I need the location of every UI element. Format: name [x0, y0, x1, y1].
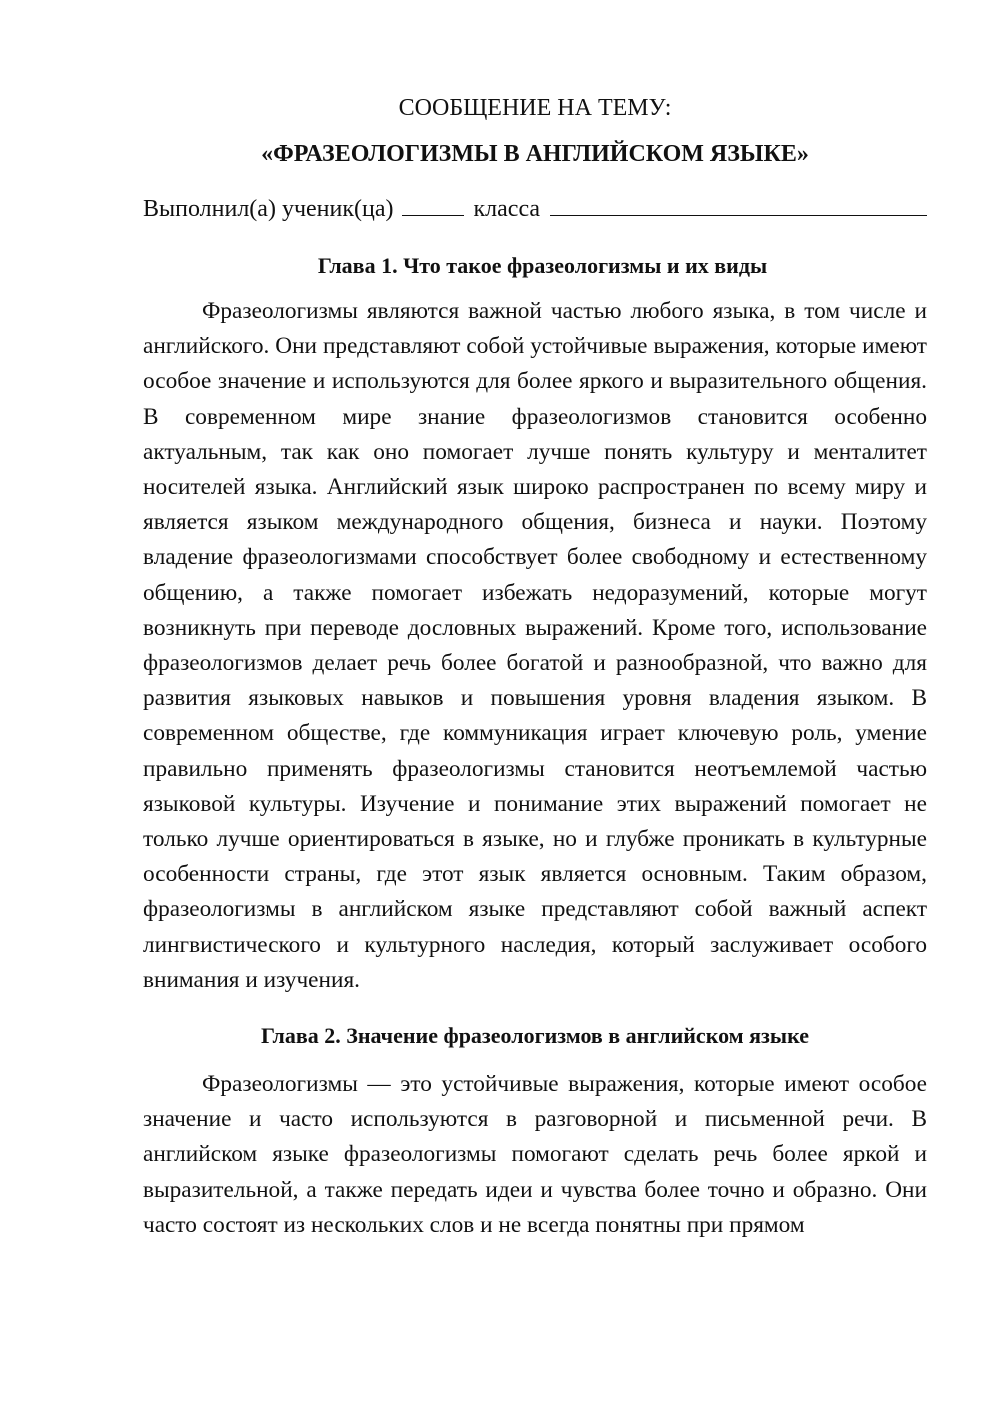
chapter-2-paragraph: Фразеологизмы — это устойчивые выражения, которые имеют особое значение и часто используются в разговорной и письменной речи. В английском языке фразеологизмы помогают сделать речь более яркой и выразительной, а также передать идеи и чувства более точно и образно. Они часто состоят из нескольких слов и не всегда понятны при прямом — [143, 1071, 927, 1238]
student-name-blank — [550, 195, 927, 216]
class-number-blank — [402, 195, 464, 216]
author-class-label: класса — [473, 196, 541, 222]
document-title-line-2: «ФРАЗЕОЛОГИЗМЫ В АНГЛИЙСКОМ ЯЗЫКЕ» — [261, 141, 809, 167]
author-line — [143, 194, 927, 224]
chapter-1-paragraph: Фразеологизмы являются важной частью любого языка, в том числе и английского. Они представляют собой устойчивые выражения, которые имеют особое значение и используются для более яркого и выразительного общения. В современном мире знание фразеологизмов становится особенно актуальным, так как оно помогает лучше понять культуру и менталитет носителей языка. Английский язык широко распространен по всему миру и является языком международного общения, бизнеса и науки. Поэтому владение фразеологизмами способствует более свободному и естественному общению, а также помогает избежать недоразумений, которые могут возникнуть при переводе дословных выражений. Кроме того, использование фразеологизмов делает речь более богатой и разнообразной, что важно для развития языковых навыков и повышения уровня владения языком. В современном обществе, где коммуникация играет ключевую роль, умение правильно применять фразеологизмы становится неотъемлемой частью языковой культуры. Изучение и понимание этих выражений помогает не только лучше ориентироваться в языке, но и глубже проникать в культурные особенности страны, где этот язык является основным. Таким образом, фразеологизмы в английском языке представляют собой важный аспект лингвистического и культурного наследия, который заслуживает особого внимания и изучения. — [143, 298, 927, 993]
chapter-1-heading: Глава 1. Что такое фразеологизмы и их виды — [317, 253, 768, 278]
chapter-2-heading: Глава 2. Значение фразеологизмов в английском языке — [261, 1023, 809, 1049]
author-prefix: Выполнил(а) ученик(ца) — [143, 196, 394, 222]
document-title-line-1: СООБЩЕНИЕ НА ТЕМУ: — [398, 95, 672, 121]
